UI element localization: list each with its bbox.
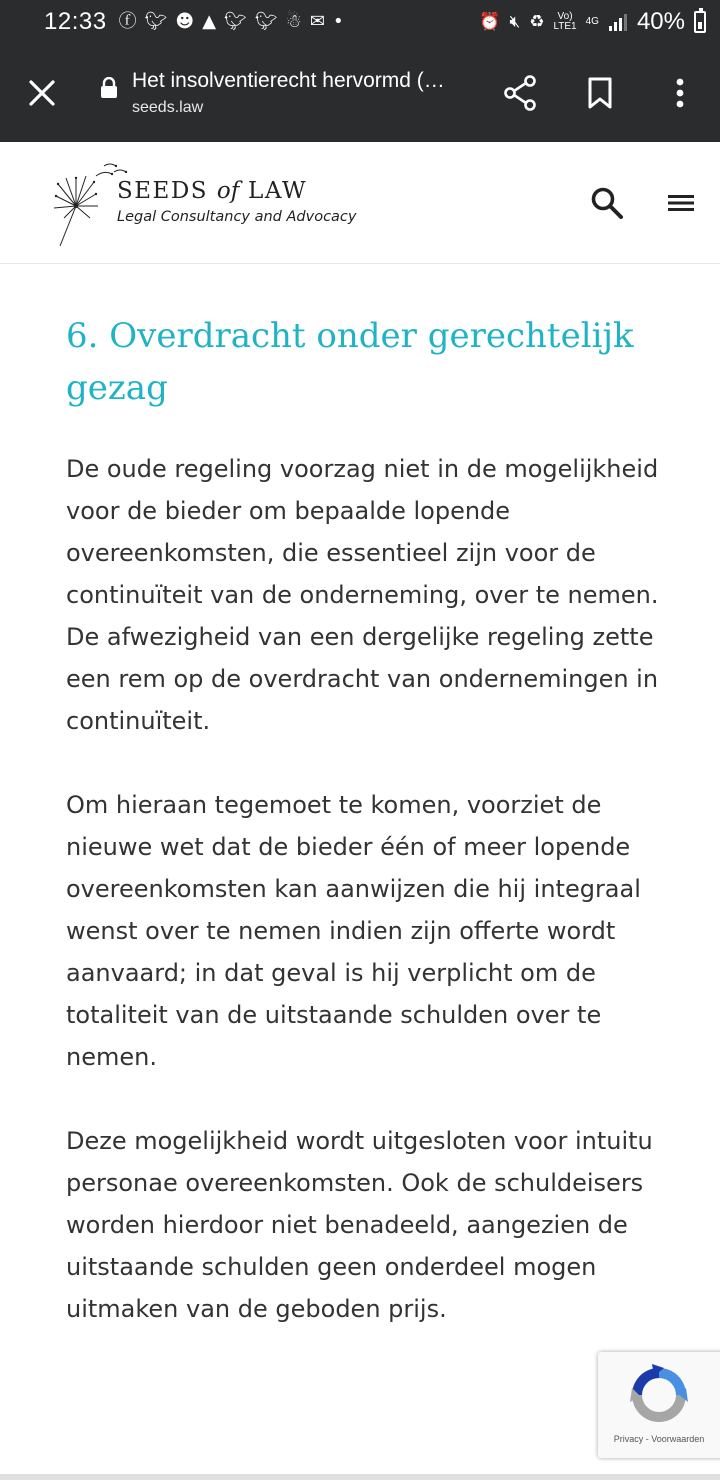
notification-icons [119,13,344,31]
toolbar-actions [480,44,720,142]
menu-button[interactable] [664,190,698,216]
status-right [479,8,706,36]
bookmark-button[interactable] [560,44,640,142]
battery-icon [694,11,706,33]
mute-icon: 🔇︎ [509,11,521,32]
dot-icon: • [332,11,344,32]
article-content [66,310,666,1372]
recaptcha-links[interactable]: Privacy - Voorwaarden [613,1434,705,1444]
recaptcha-badge[interactable] [598,1352,720,1458]
share-icon [503,75,537,111]
close-icon [29,80,55,106]
alarm-icon: ⏰ [479,11,501,32]
share-button[interactable] [480,44,560,142]
hamburger-menu-icon [664,190,698,216]
facebook-icon: ⓕ [118,11,137,32]
volte-indicator: Vo) LTE1 [553,11,577,32]
battery-saver-icon: ♻ [529,11,545,32]
status-bar [0,0,720,44]
search-button[interactable] [590,186,624,220]
paragraph: Deze mogelijkheid wordt uitgesloten voor intuitu personae overeenkomsten. Ook de schuldeisers worden hierdoor niet benadeeld, aangezien de uitstaande schulden geen onderdeel mogen uitmaken van de geboden prijs. [66,1127,653,1323]
twitter-icon: 🐦︎ [144,11,168,32]
twitter-icon: 🐦︎ [254,11,278,32]
status-time: 12:33 [44,8,107,35]
recaptcha-icon [626,1362,692,1428]
search-icon [590,186,624,220]
section-heading: 6. Overdracht onder gerechtelijk gezag [66,316,634,408]
battery-percent: 40% [636,8,685,35]
bottom-edge [0,1474,720,1480]
browser-toolbar [0,44,720,142]
page-title-area[interactable] [132,69,472,117]
bell-icon: ▲ [202,11,217,32]
signal-icon [608,13,628,31]
outlook-icon: ✉ [309,11,325,32]
close-button[interactable] [0,44,84,142]
brand-name[interactable]: SEEDS of LAW [117,178,308,204]
network-type: 4G [585,16,599,27]
paragraph: Om hieraan tegemoet te komen, voorziet de nieuwe wet dat de bieder één of meer lopende overeenkomsten kan aanwijzen die hij integraal wenst over te nemen indien zijn offerte wordt aanvaard; in dat geval is hij verplicht om de totaliteit van de uitstaande schulden over te nemen. [66,791,641,1071]
page-title: Het insolventierecht hervormd (… [132,69,445,92]
emoji-icon: ☃ [285,11,302,32]
brand-tagline: Legal Consultancy and Advocacy [117,209,357,225]
reddit-icon: ☻ [175,11,195,32]
bookmark-icon [587,77,613,109]
lock-icon [100,77,118,99]
more-vert-icon [676,78,684,108]
twitter-icon: 🐦︎ [224,11,247,32]
page-url: seeds.law [132,99,204,116]
more-options-button[interactable] [640,44,720,142]
paragraph: De oude regeling voorzag niet in de mogelijkheid voor de bieder om bepaalde lopende overeenkomsten, die essentieel zijn voor de continuïteit van de onderneming, over te nemen. De afwezigheid van een dergelijke regeling zette een rem op de overdracht van ondernemingen in continuïteit. [66,455,659,735]
site-header [0,142,720,264]
